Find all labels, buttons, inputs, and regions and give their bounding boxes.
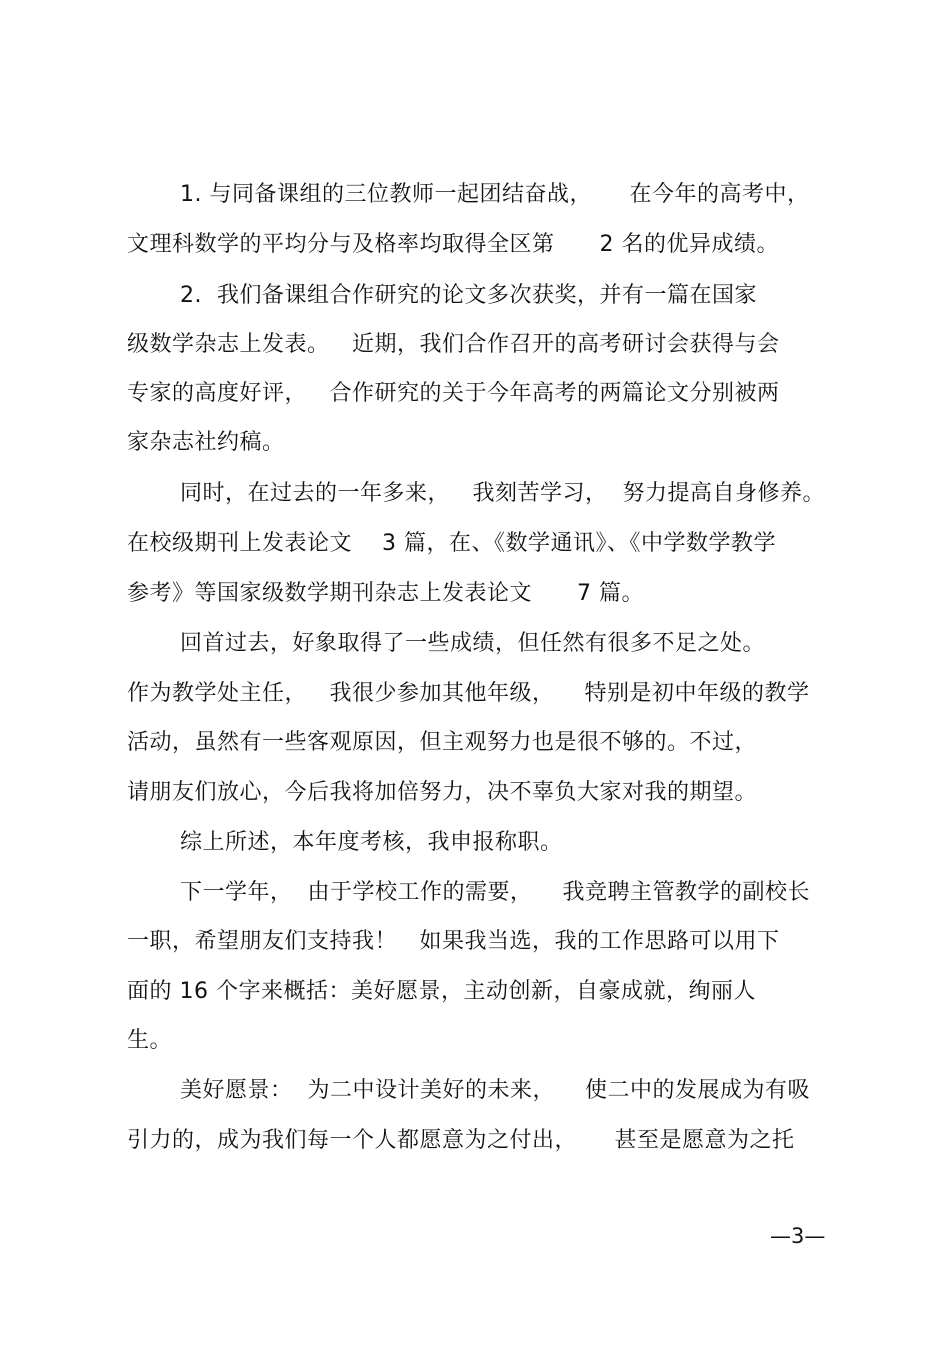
- text-line: 综上所述，本年度考核，我申报称职。: [180, 830, 563, 855]
- text-line: 一职，希望朋友们支持我！ 如果我当选，我的工作思路可以用下: [127, 929, 780, 954]
- text-line: 参考》等国家级数学期刊杂志上发表论文 7 篇。: [127, 581, 644, 606]
- text-line: 引力的，成为我们每一个人都愿意为之付出， 甚至是愿意为之托: [127, 1128, 795, 1153]
- text-line: 活动，虽然有一些客观原因，但主观努力也是很不够的。不过，: [127, 730, 758, 755]
- text-line: 面的 16 个字来概括：美好愿景，主动创新，自豪成就，绚丽人: [127, 979, 756, 1004]
- text-line: 级数学杂志上发表。 近期，我们合作召开的高考研讨会获得与会: [127, 332, 780, 357]
- text-line: 家杂志社约稿。: [127, 430, 285, 455]
- text-line: 美好愿景： 为二中设计美好的未来， 使二中的发展成为有吸: [180, 1078, 810, 1103]
- text-line: 下一学年， 由于学校工作的需要， 我竞聘主管教学的副校长: [180, 880, 810, 905]
- text-line: 生。: [127, 1028, 173, 1053]
- text-line: 同时，在过去的一年多来， 我刻苦学习， 努力提高自身修养。: [180, 481, 825, 506]
- page-number: —3—: [770, 1224, 826, 1248]
- text-line: 回首过去，好象取得了一些成绩，但任然有很多不足之处。: [180, 631, 766, 656]
- text-line: 请朋友们放心，今后我将加倍努力，决不辜负大家对我的期望。: [127, 780, 758, 805]
- text-line: 专家的高度好评， 合作研究的关于今年高考的两篇论文分别被两: [127, 381, 780, 406]
- text-line: 在校级期刊上发表论文 3 篇，在、《数学通讯》、《中学数学教学: [127, 531, 776, 556]
- text-line: 文理科数学的平均分与及格率均取得全区第 2 名的优异成绩。: [127, 232, 779, 257]
- text-line: 2. 我们备课组合作研究的论文多次获奖，并有一篇在国家: [180, 283, 757, 308]
- text-line: 作为教学处主任， 我很少参加其他年级， 特别是初中年级的教学: [127, 681, 810, 706]
- text-line: 1. 与同备课组的三位教师一起团结奋战， 在今年的高考中，: [180, 182, 810, 207]
